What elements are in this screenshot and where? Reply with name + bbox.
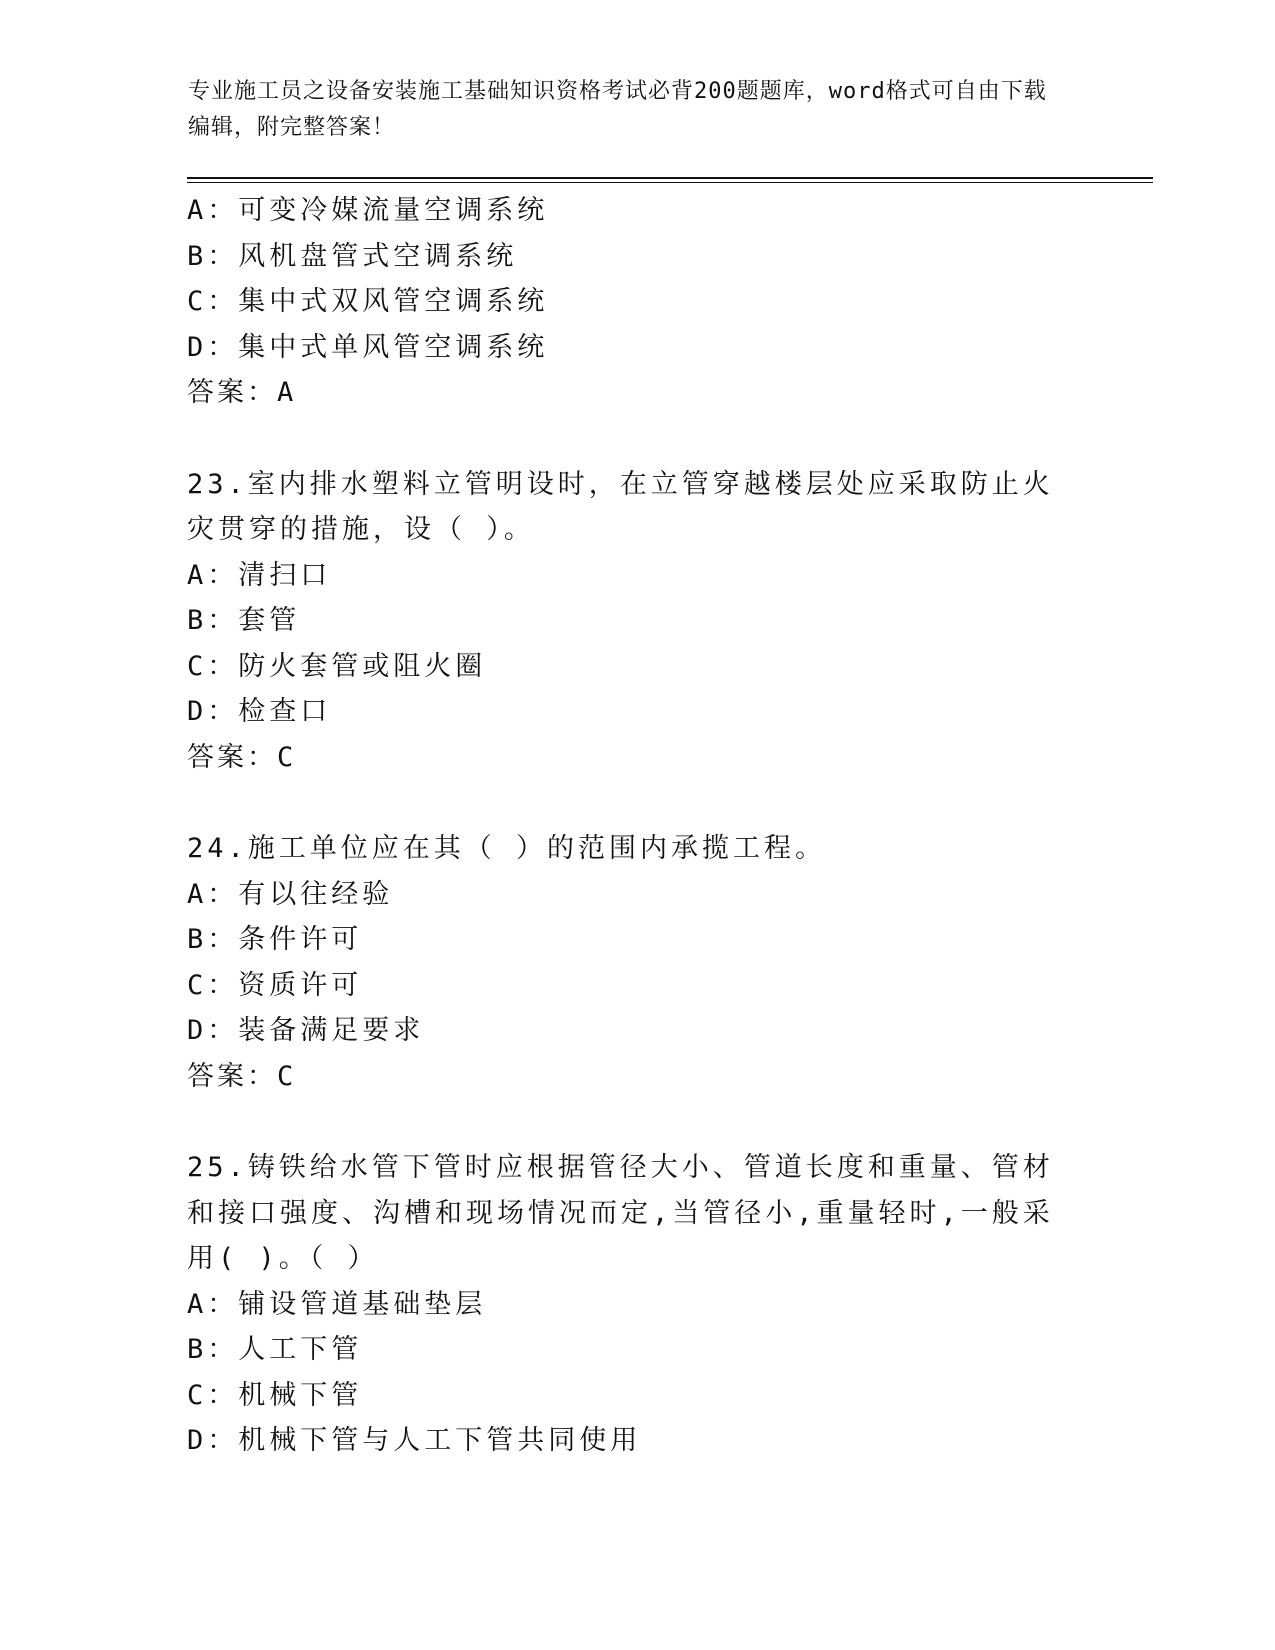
question-22-block xyxy=(187,188,1087,416)
option-d: D：机械下管与人工下管共同使用 xyxy=(187,1425,642,1456)
option-b: B：风机盘管式空调系统 xyxy=(187,240,518,272)
spacer xyxy=(187,780,1087,826)
spacer xyxy=(187,1099,1087,1145)
option-d: D：集中式单风管空调系统 xyxy=(187,331,549,363)
option-c: C：机械下管 xyxy=(187,1379,363,1411)
question-text: 24.施工单位应在其（ ）的范围内承揽工程。 xyxy=(187,833,827,864)
option-a: A：有以往经验 xyxy=(187,878,394,910)
option-d: D：装备满足要求 xyxy=(187,1015,425,1046)
option-a: A：可变冷媒流量空调系统 xyxy=(187,195,549,226)
answer: 答案：C xyxy=(187,1060,297,1092)
option-a: A：清扫口 xyxy=(187,559,332,591)
question-content xyxy=(187,188,1087,1464)
header-rule-top xyxy=(187,177,1153,179)
question-text: 23.室内排水塑料立管明设时，在立管穿越楼层处应采取防止火灾贯穿的措施，设（ ）。 xyxy=(187,468,1054,545)
option-c: C：防火套管或阻火圈 xyxy=(187,650,487,682)
option-c: C：集中式双风管空调系统 xyxy=(187,286,549,317)
answer: 答案：C xyxy=(187,741,297,773)
option-d: D：检查口 xyxy=(187,696,332,727)
header-rule-bottom xyxy=(187,182,1153,183)
question-24-block xyxy=(187,826,1087,1099)
question-25-block xyxy=(187,1145,1087,1464)
answer: 答案：A xyxy=(187,377,297,408)
document-header: 专业施工员之设备安装施工基础知识资格考试必背200题题库，word格式可自由下载编辑，附完整答案！ xyxy=(188,79,1047,140)
question-text: 25.铸铁给水管下管时应根据管径大小、管道长度和重量、管材和接口强度、沟槽和现场情况而定,当管径小,重量轻时,一般采用( )。（ ） xyxy=(187,1152,1054,1274)
question-23-block xyxy=(187,462,1087,781)
option-b: B：条件许可 xyxy=(187,924,363,955)
option-b: B：套管 xyxy=(187,605,301,636)
option-c: C：资质许可 xyxy=(187,969,363,1001)
spacer xyxy=(187,416,1087,462)
option-a: A：铺设管道基础垫层 xyxy=(187,1288,487,1320)
option-b: B：人工下管 xyxy=(187,1334,363,1365)
